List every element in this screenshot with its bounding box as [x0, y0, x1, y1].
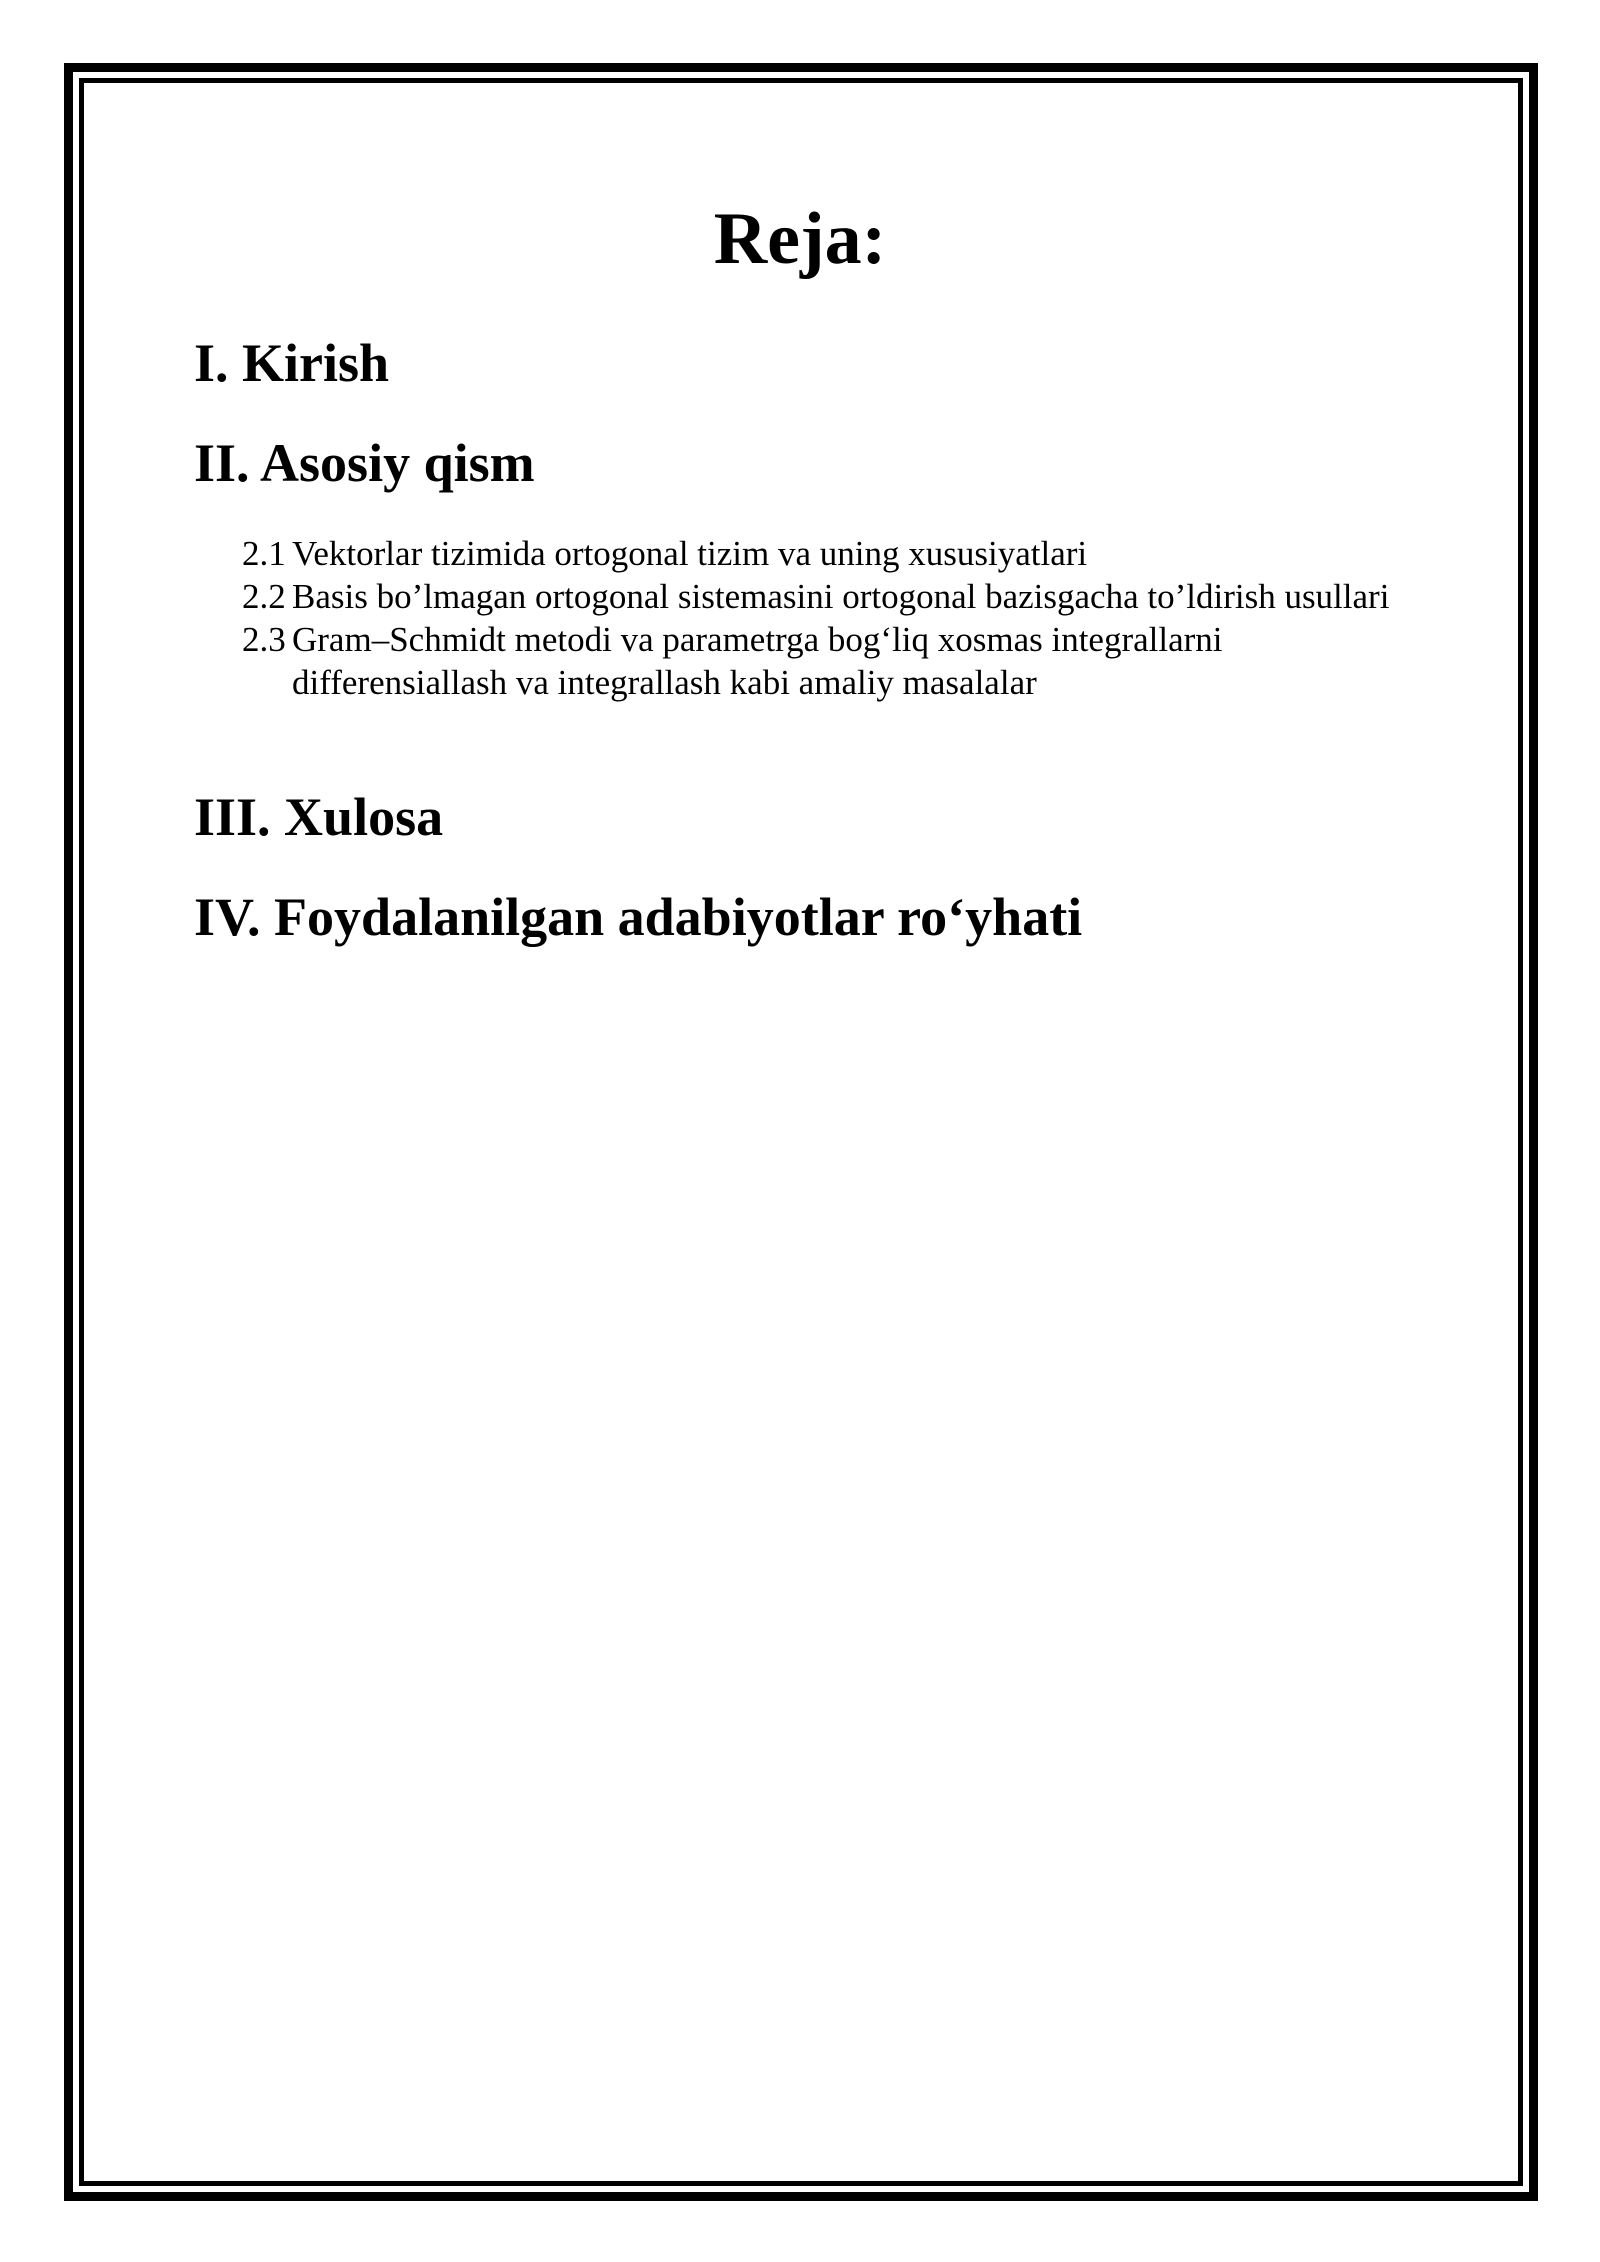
subsection-item: [242, 618, 1402, 704]
subsection-text: Gram–Schmidt metodi va parametrga bog‘liq xosmas integrallarni differensiallash va integrallash kabi amaliy masalalar: [292, 620, 1223, 702]
subsection-number: 2.3: [242, 620, 286, 659]
subsection-number: 2.1: [242, 534, 286, 573]
section-heading-introduction: I. Kirish: [194, 333, 390, 393]
section-heading-references: IV. Foydalanilgan adabiyotlar ro‘yhati: [194, 887, 1083, 947]
subsection-item: [242, 575, 1402, 618]
subsection-text: Vektorlar tizimida ortogonal tizim va uning xususiyatlari: [292, 534, 1088, 573]
page-title: Reja:: [713, 198, 887, 280]
section-heading-main-part: II. Asosiy qism: [194, 433, 535, 493]
subsection-list: [242, 532, 1402, 704]
subsection-text: Basis bo’lmagan ortogonal sistemasini ortogonal bazisgacha to’ldirish usullari: [292, 577, 1390, 616]
subsection-number: 2.2: [242, 577, 286, 616]
subsection-item: [242, 532, 1402, 575]
section-heading-conclusion: III. Xulosa: [194, 787, 444, 847]
